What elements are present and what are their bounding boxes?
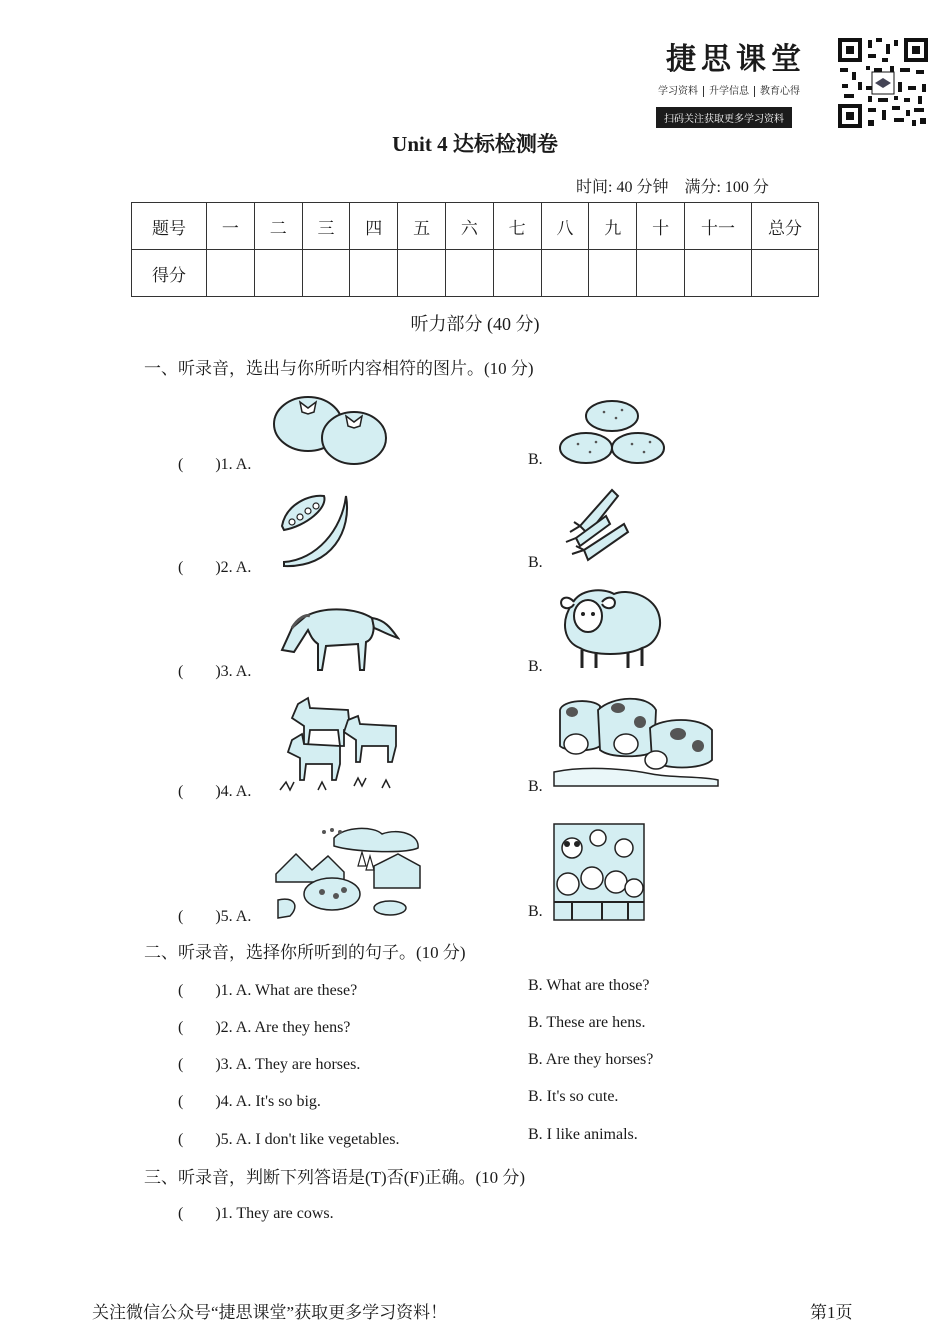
carrots-image[interactable] [562,486,634,572]
s2-item5-b: B. I like animals. [528,1126,638,1143]
listening-section-title: 听力部分 (40 分) [410,314,540,334]
s1-item5-b: B. [528,903,543,920]
s1-item5-a: ( )5. A. [178,908,252,925]
s2-item5-a: ( )5. A. I don't like vegetables. [178,1131,400,1148]
score-input-cell[interactable] [302,250,350,297]
s1-item4-a: ( )4. A. [178,783,252,800]
score-input-cell[interactable] [685,250,752,297]
score-input-cell[interactable] [207,250,255,297]
score-input-cell[interactable] [350,250,398,297]
goats-image[interactable] [278,690,406,794]
brand-tags [653,82,805,97]
zoo-image[interactable] [552,822,646,922]
table-cell: 四 [350,203,398,250]
table-cell: 十一 [685,203,752,250]
green-beans-image[interactable] [276,490,352,570]
table-cell: 八 [541,203,589,250]
score-input-cell[interactable] [752,250,819,297]
table-cell: 五 [398,203,446,250]
brand-bar: 扫码关注获取更多学习资料 [656,107,792,128]
score-input-cell[interactable] [445,250,493,297]
table-cell: 六 [445,203,493,250]
s1-item3-a: ( )3. A. [178,663,252,680]
table-cell: 三 [302,203,350,250]
table-cell: 十 [637,203,685,250]
farm-image[interactable] [274,826,424,922]
s1-item1-b: B. [528,451,543,468]
table-cell: 七 [493,203,541,250]
s1-item2-a: ( )2. A. [178,559,252,576]
exam-meta: 时间: 40 分钟 满分: 100 分 [576,179,769,196]
brand-tag: 教育心得 [760,86,800,97]
score-input-cell[interactable] [254,250,302,297]
s2-item1-a: ( )1. A. What are these? [178,982,358,999]
qr-code-icon[interactable] [838,38,928,128]
s1-item2-b: B. [528,554,543,571]
tomatoes-image[interactable] [272,390,390,470]
s2-item4-b: B. It's so cute. [528,1088,619,1105]
s1-item3-b: B. [528,658,543,675]
score-input-cell[interactable] [589,250,637,297]
table-cell: 一 [207,203,255,250]
table-cell: 题号 [132,203,207,250]
section3-heading: 三、听录音，判断下列答语是(T)否(F)正确。(10 分) [144,1168,526,1187]
page-title: Unit 4 达标检测卷 [392,132,558,156]
s2-item3-a: ( )3. A. They are horses. [178,1056,361,1073]
score-table [131,202,819,297]
page-number: 第1页 [810,1303,853,1322]
score-input-cell[interactable] [398,250,446,297]
s3-item1: ( )1. They are cows. [178,1205,334,1222]
score-input-cell[interactable] [493,250,541,297]
s1-item4-b: B. [528,778,543,795]
s2-item3-b: B. Are they horses? [528,1051,654,1068]
score-input-cell[interactable] [637,250,685,297]
table-cell: 九 [589,203,637,250]
horse-image[interactable] [276,590,400,674]
table-cell: 得分 [132,250,207,297]
section2-heading: 二、听录音，选择你所听到的句子。(10 分) [144,943,466,962]
s2-item2-b: B. These are hens. [528,1014,646,1031]
sheep-image[interactable] [552,584,664,670]
score-input-cell[interactable] [541,250,589,297]
potatoes-image[interactable] [556,398,668,468]
cows-image[interactable] [552,688,720,792]
brand-tag: 学习资料 [653,86,704,97]
table-cell: 总分 [752,203,819,250]
s1-item1-a: ( )1. A. [178,456,252,473]
score-table-score-row [132,250,819,297]
score-table-header-row [132,203,819,250]
brand-title: 捷思课堂 [666,42,806,77]
s2-item1-b: B. What are those? [528,977,650,994]
section1-heading: 一、听录音，选出与你所听内容相符的图片。(10 分) [144,359,534,378]
footer-note: 关注微信公众号“捷思课堂”获取更多学习资料！ [92,1303,448,1322]
table-cell: 二 [254,203,302,250]
s2-item2-a: ( )2. A. Are they hens? [178,1019,351,1036]
s2-item4-a: ( )4. A. It's so big. [178,1093,321,1110]
brand-tag: 升学信息 [704,86,755,97]
